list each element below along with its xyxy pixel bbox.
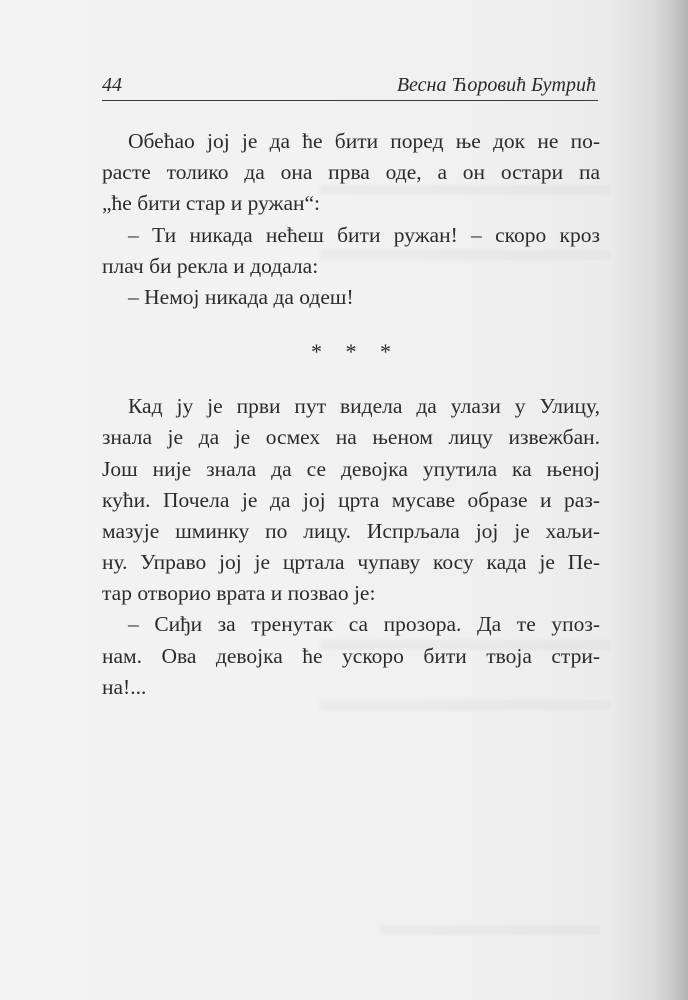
- text-line: знала је да је осмех на њеном лицу извежбан.: [102, 425, 600, 450]
- text-line: кући. Почела је да јој црта мусаве образе и раз-: [102, 487, 600, 512]
- text-line: ну. Управо јој је цртала чупаву косу када је Пе-: [102, 550, 600, 575]
- separator-asterisk: *: [311, 339, 322, 365]
- body-text: [102, 126, 600, 703]
- text-line: мазује шминку по лицу. Испрљала јој је хаљи-: [102, 518, 600, 543]
- text-line: Обећао јој је да ће бити поред ње док не по-: [128, 129, 600, 153]
- dialogue-line: плач би рекла и додала:: [102, 253, 319, 278]
- dialogue-line: нам. Ова девојка ће ускоро бити твоја стри-: [102, 643, 600, 668]
- text-line: тар отворио врата и позвао је:: [102, 581, 376, 606]
- dialogue-line: – Немој никада да одеш!: [128, 284, 354, 309]
- separator-asterisk: *: [345, 339, 357, 365]
- dialogue-line: – Сиђи за тренутак са прозора. Да те упоз-: [128, 612, 600, 637]
- text-line: Још није знала да се девојка упутила ка њеној: [102, 456, 600, 481]
- text-line: „ће бити стар и ружан“:: [102, 191, 321, 216]
- dialogue-line: на!...: [102, 674, 147, 699]
- section-separator: [102, 313, 600, 391]
- dialogue-line: – Ти никада нећеш бити ружан! – скоро кроз: [128, 222, 600, 247]
- spine-shadow: [654, 0, 688, 1000]
- running-head-author: Весна Ћоровић Бутрић: [396, 74, 596, 96]
- page-number: 44: [102, 74, 122, 96]
- show-through-5: [380, 925, 600, 935]
- separator-asterisk: *: [380, 339, 391, 365]
- running-head: [102, 70, 598, 101]
- text-line: расте толико да она прва оде, а он остари па: [102, 160, 600, 185]
- text-line: Кад ју је први пут видела да улази у Улицу,: [128, 394, 600, 419]
